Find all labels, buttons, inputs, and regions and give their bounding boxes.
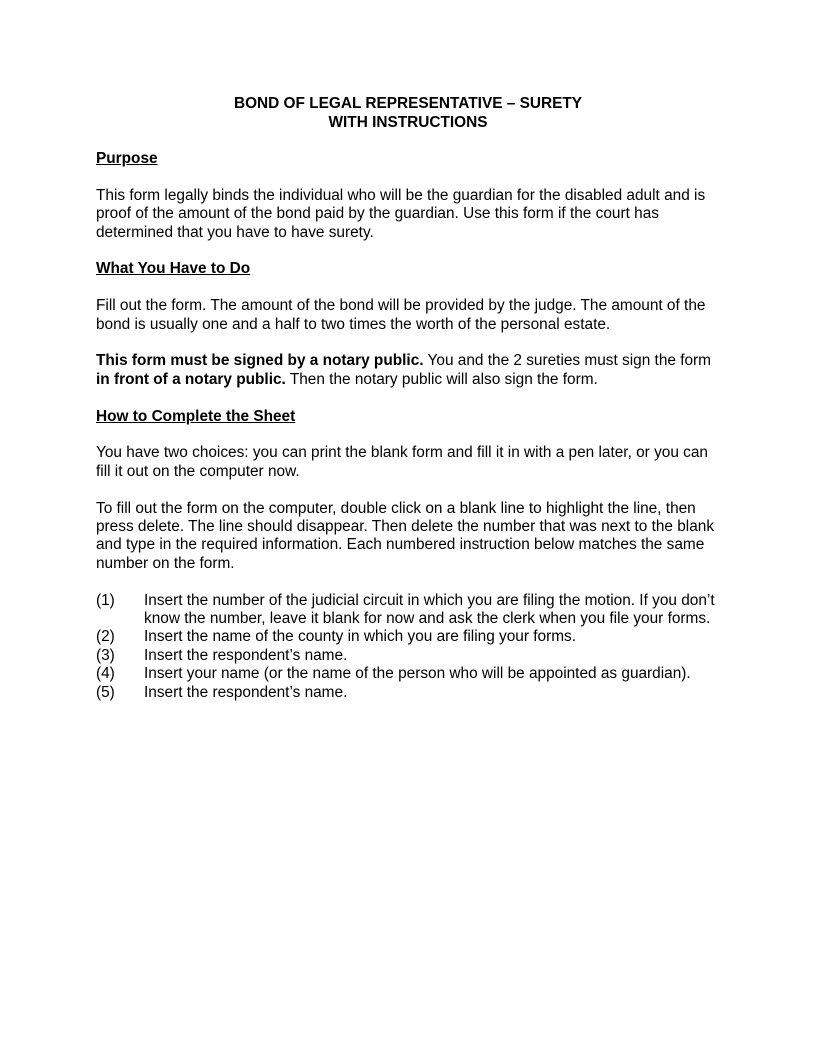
instruction-item (96, 628, 720, 646)
instruction-number: (5) (96, 683, 115, 701)
instruction-text: Insert the respondent’s name. (144, 646, 348, 664)
what-to-do-heading: What You Have to Do (96, 260, 251, 278)
how-to-complete-paragraph-1: You have two choices: you can print the blank form and fill it in with a pen later, or you can fill it out on the computer now. (96, 444, 708, 480)
instruction-number: (1) (96, 591, 115, 609)
how-to-complete-paragraph-2: To fill out the form on the computer, double click on a blank line to highlight the line, then press delete. The line should disappear. Then delete the number that was next to the blank and type in the required information. Each numbered instruction below matches the same number on the form. (96, 499, 715, 572)
instruction-item (96, 647, 720, 665)
purpose-heading: Purpose (96, 150, 158, 167)
document-title (96, 94, 720, 132)
instruction-number: (3) (96, 646, 115, 664)
instruction-text: Insert the number of the judicial circuit in which you are filing the motion. If you don’t know the number, leave it blank for now and ask the clerk when you file your forms. (144, 591, 715, 628)
in-front-of-notary-bold: in front of a notary public. (96, 370, 286, 388)
purpose-text: This form legally binds the individual who will be the guardian for the disabled adult and is proof of the amount of the bond paid by the guardian. Use this form if the court has determined that you have to have surety. (96, 186, 706, 241)
instruction-number: (2) (96, 628, 115, 646)
instruction-text: Insert your name (or the name of the person who will be appointed as guardian). (144, 665, 691, 683)
instruction-list (96, 592, 720, 702)
instruction-text: Insert the respondent’s name. (144, 683, 348, 701)
what-to-do-paragraph-2 (96, 352, 720, 389)
title-line-1: BOND OF LEGAL REPRESENTATIVE – SURETY (233, 95, 583, 112)
title-line-2: WITH INSTRUCTIONS (328, 114, 488, 131)
instruction-item (96, 665, 720, 683)
sureties-text: You and the 2 sureties must sign the form (423, 352, 711, 370)
instruction-item (96, 592, 720, 629)
what-to-do-paragraph-1: Fill out the form. The amount of the bond will be provided by the judge. The amount of the bond is usually one and a half to two times the worth of the personal estate. (96, 297, 706, 333)
notary-sign-text: Then the notary public will also sign the form. (285, 370, 598, 388)
instruction-item (96, 684, 720, 702)
notary-requirement-bold: This form must be signed by a notary public. (96, 352, 424, 370)
instruction-text: Insert the name of the county in which you are filing your forms. (144, 628, 577, 646)
how-to-complete-heading: How to Complete the Sheet (96, 407, 296, 425)
instruction-number: (4) (96, 665, 115, 683)
document-page (96, 94, 720, 702)
